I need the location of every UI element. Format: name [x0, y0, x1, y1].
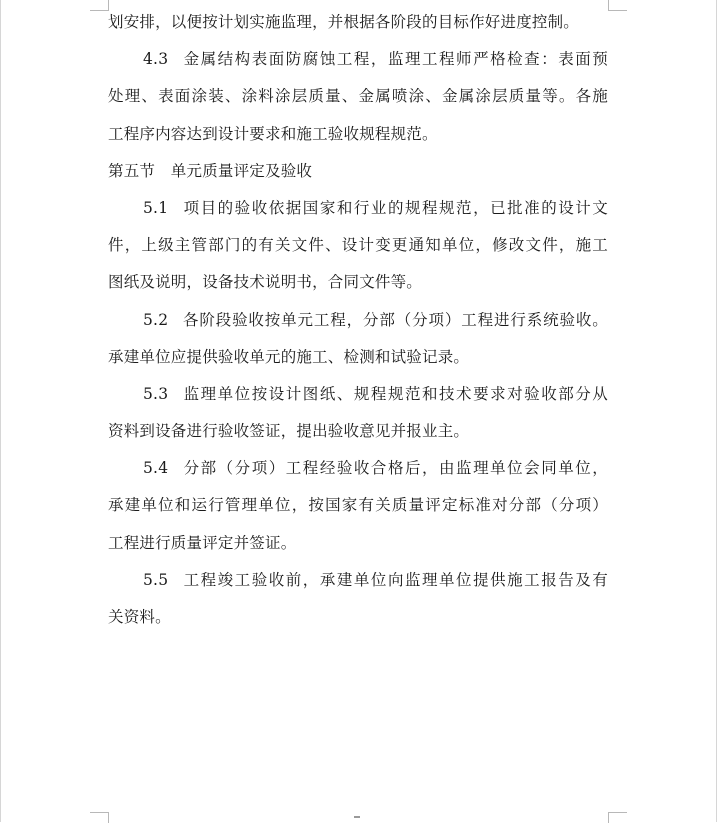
line-text: 第五节 单元质量评定及验收 — [108, 161, 313, 180]
clause-number: 5.3 — [143, 384, 169, 403]
line-text: 承建单位和运行管理单位，按国家有关质量评定标准对分部（分项） — [108, 496, 608, 515]
text-line — [108, 376, 608, 413]
text-line — [108, 525, 608, 562]
text-line — [108, 599, 608, 636]
text-line — [108, 78, 608, 115]
clause-number: 5.4 — [143, 459, 169, 478]
text-line — [108, 116, 608, 153]
clause-number: 4.3 — [143, 50, 169, 69]
line-text: 工程竣工验收前，承建单位向监理单位提供施工报告及有 — [182, 570, 608, 589]
text-line — [108, 41, 608, 78]
clause-number: 5.1 — [143, 198, 169, 217]
line-text: 承建单位应提供验收单元的施工、检测和试验记录。 — [108, 347, 470, 366]
margin-corner-mark-top-left — [90, 0, 109, 11]
line-text: 工程序内容达到设计要求和施工验收规程规范。 — [108, 124, 438, 143]
text-line — [108, 153, 608, 190]
text-line — [108, 413, 608, 450]
line-text: 件，上级主管部门的有关文件、设计变更通知单位，修改文件，施工 — [108, 236, 608, 255]
text-line — [108, 487, 608, 524]
text-line — [108, 4, 608, 41]
line-text: 分部（分项）工程经验收合格后，由监理单位会同单位， — [182, 459, 608, 478]
margin-corner-mark-bottom-right — [608, 812, 627, 823]
clause-number: 5.5 — [143, 570, 169, 589]
margin-corner-mark-top-right — [608, 0, 627, 11]
line-text: 项目的验收依据国家和行业的规程规范，已批准的设计文 — [182, 198, 608, 217]
page-bottom-marker — [354, 816, 360, 818]
page-left-edge — [0, 0, 1, 822]
text-line — [108, 339, 608, 376]
text-line — [108, 190, 608, 227]
line-text: 资料到设备进行验收签证，提出验收意见并报业主。 — [108, 422, 470, 441]
line-text: 图纸及说明，设备技术说明书，合同文件等。 — [108, 273, 423, 292]
line-text: 监理单位按设计图纸、规程规范和技术要求对验收部分从 — [182, 384, 608, 403]
text-line — [108, 450, 608, 487]
line-text: 金属结构表面防腐蚀工程，监理工程师严格检查：表面预 — [182, 50, 608, 69]
document-body — [108, 4, 608, 636]
line-text: 处理、表面涂装、涂料涂层质量、金属喷涂、金属涂层质量等。各施 — [108, 87, 608, 106]
line-text: 各阶段验收按单元工程，分部（分项）工程进行系统验收。 — [182, 310, 608, 329]
text-line — [108, 302, 608, 339]
text-line — [108, 562, 608, 599]
text-line — [108, 264, 608, 301]
line-text: 关资料。 — [108, 608, 171, 626]
line-text: 划安排，以便按计划实施监理，并根据各阶段的目标作好进度控制。 — [108, 13, 580, 31]
clause-number: 5.2 — [143, 310, 169, 329]
text-line — [108, 227, 608, 264]
margin-corner-mark-bottom-left — [90, 812, 109, 823]
line-text: 工程进行质量评定并签证。 — [108, 533, 297, 552]
